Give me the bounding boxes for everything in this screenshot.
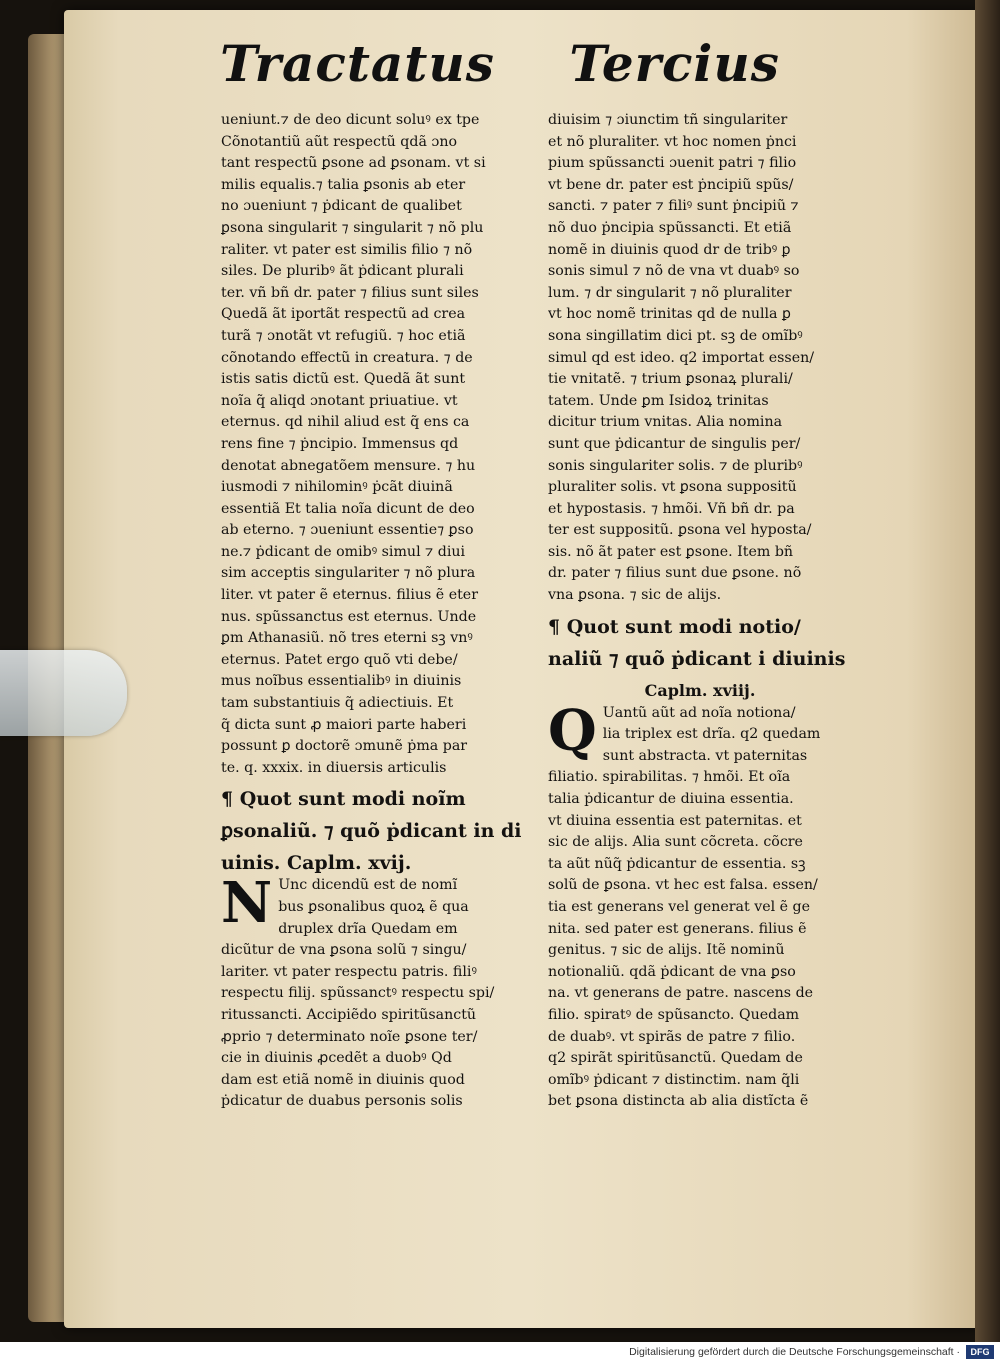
text-line: et nõ pluraliter. vt hoc nomen ṗnci [548, 133, 797, 150]
text-line: sonis singulariter solis. ⁊ de pluribꝰ [548, 457, 803, 474]
running-head-left: Tractatus [220, 34, 495, 93]
text-line: ne.⁊ ṗdicant de omibꝰ simul ⁊ diui [221, 543, 466, 560]
text-line: bus ꝑsonalibus quoꝝ ẽ qua [278, 899, 469, 915]
gutter-shadow [975, 0, 1000, 1342]
text-line: respectu filij. spũssanctꝰ respectu spi/ [221, 985, 495, 1002]
text-line: denotat abnegatõem mensure. ⁊ hu [221, 457, 476, 474]
text-line: ꝑsona singularit ⁊ singularit ⁊ nõ plu [221, 219, 484, 236]
text-line: ter. vñ bñ dr. pater ⁊ filius sunt siles [221, 284, 479, 301]
text-line: tia est generans vel generat vel ẽ ge [548, 899, 811, 915]
chapter-heading: naliũ ⁊ quõ ṗdicant i diuinis [548, 647, 846, 670]
text-line: tie vnitatẽ. ⁊ trium ꝑsonaꝝ plurali/ [548, 371, 793, 388]
text-line: turã ⁊ ɔnotãt vt refugiũ. ⁊ hoc etiã [221, 327, 466, 344]
text-line: de duabꝰ. vt spirãs de patre ⁊ filio. [548, 1028, 796, 1045]
text-line: ta aũt nũq̃ ṗdicantur de essentia. sꝫ [548, 855, 806, 872]
text-line: omĩbꝰ ṗdicant ⁊ distinctim. nam q̃li [548, 1071, 800, 1088]
text-line: bet ꝑsona distincta ab alia distĩcta ẽ [548, 1093, 809, 1110]
text-line: tam substantiuis q̃ adiectiuis. Et [221, 695, 454, 712]
text-line: sunt que ṗdicantur de singulis per/ [548, 435, 801, 452]
text-line: druplex drĩa Quedam em [278, 920, 458, 937]
text-line: simul qd est ideo. q2 importat essen/ [548, 349, 815, 366]
text-line: sunt abstracta. vt paternitas [602, 747, 808, 764]
left-column [221, 110, 525, 1113]
text-line: sis. nõ ãt pater est ꝑsone. Item bñ [548, 543, 794, 560]
initial-paragraph [221, 870, 525, 940]
text-line: ṗdicatur de duabus personis solis [221, 1093, 463, 1110]
text-line: ueniunt.⁊ de deo dicunt soluꝰ ex tpe [221, 112, 480, 128]
text-line: eternus. Patet ergo quõ vti debe/ [221, 651, 458, 668]
text-line: talia ṗdicantur de diuina essentia. [548, 791, 794, 808]
text-line: filiatio. spirabilitas. ⁊ hmõi. Et oĩa [548, 769, 791, 786]
text-line: sim acceptis singulariter ⁊ nõ plura [221, 565, 476, 582]
text-line: sonis simul ⁊ nõ de vna vt duabꝰ so [548, 263, 800, 280]
text-line: Unc dicendũ est de nomĩ [278, 877, 458, 894]
right-column [548, 110, 852, 1113]
initial-paragraph [548, 697, 852, 768]
running-head-right: Tercius [569, 34, 780, 93]
text-line: siles. De pluribꝰ ãt ṗdicant plurali [221, 263, 464, 280]
text-line: dr. pater ⁊ filius sunt due ꝑsone. nõ [548, 565, 802, 582]
text-line: sona singillatim dici pt. sꝫ de omĩbꝰ [548, 327, 803, 344]
running-head [0, 34, 1000, 93]
text-line: ritussancti. Accipiẽdo spiritũsanctũ [221, 1006, 477, 1023]
text-line: ꝓprio ⁊ determinato noĩe ꝑsone ter/ [221, 1028, 478, 1045]
text-line: mus noĩbus essentialibꝰ in diuinis [221, 673, 462, 690]
text-line: ter est suppositũ. ꝑsona vel hyposta/ [548, 522, 812, 539]
text-line: dam est etiã nomẽ in diuinis quod [221, 1071, 465, 1088]
text-line: q̃ dicta sunt ꝓ maiori parte haberi [221, 716, 467, 733]
text-line: liter. vt pater ẽ eternus. filius ẽ eter [221, 587, 478, 604]
text-line: pium spũssancti ɔuenit patri ⁊ filio [548, 155, 797, 172]
text-line: ꝑm Athanasiũ. nõ tres eterni sꝫ vnꝰ [221, 630, 473, 647]
chapter-heading: ꝑsonaliũ. ⁊ quõ ṗdicant in di [221, 820, 522, 843]
text-line: notionaliũ. qdã ṗdicant de vna ꝑso [548, 963, 796, 980]
chapter-heading: uinis. Caplm. xvij. [221, 852, 412, 875]
text-line: solũ de ꝑsona. vt hec est falsa. essen/ [548, 877, 818, 894]
text-line: Cõnotantiũ aũt respectũ qdã ɔno [221, 133, 458, 150]
chapter-heading: ¶ Quot sunt modi notio/ [548, 615, 801, 638]
text-line: milis equalis.⁊ talia ꝑsonis ab eter [221, 176, 466, 193]
initial-lines [603, 703, 852, 768]
text-line: rens fine ⁊ ṗncipio. Immensus qd [221, 435, 459, 452]
text-line: no ɔueniunt ⁊ ṗdicant de qualibet [221, 198, 462, 215]
footer-bar [0, 1342, 1000, 1363]
text-line: q2 spirãt spiritũsanctũ. Quedam de [548, 1050, 803, 1067]
drop-initial: N [221, 870, 273, 937]
chapter-heading: ¶ Quot sunt modi noĩm [221, 788, 466, 811]
text-line: te. q. xxxix. in diuersis articulis [221, 759, 447, 776]
text-line: sancti. ⁊ pater ⁊ filiꝰ sunt ṗncipiũ ⁊ [548, 198, 799, 215]
text-line: vt hoc nomẽ trinitas qd de nulla ꝑ [548, 306, 792, 323]
text-line: tant respectũ ꝑsone ad ꝑsonam. vt si [221, 155, 486, 172]
text-line: vt bene dr. pater est ṗncipiũ spũs/ [548, 176, 794, 193]
text-line: nus. spũssanctus est eternus. Unde [221, 608, 477, 625]
text-line: raliter. vt pater est similis filio ⁊ nõ [221, 241, 473, 258]
text-line: Quedã ãt iportãt respectũ ad crea [221, 306, 466, 323]
text-line: istis satis dictũ est. Quedã ãt sunt [221, 371, 466, 388]
text-line: nomẽ in diuinis quod dr de tribꝰ ꝑ [548, 241, 791, 258]
text-line: possunt ꝑ doctorẽ ɔmunẽ ṗma par [221, 738, 468, 755]
text-line: filio. spiratꝰ de spũsancto. Quedam [548, 1006, 800, 1023]
text-line: lariter. vt pater respectu patris. filiꝰ [221, 963, 477, 980]
text-line: eternus. qd nihil aliud est q̃ ens ca [221, 414, 470, 431]
text-line: na. vt generans de patre. nascens de [548, 985, 814, 1002]
text-line: diuisim ⁊ ɔiunctim tñ singulariter [548, 112, 788, 128]
text-line: genitus. ⁊ sic de alijs. Itẽ nominũ [548, 942, 785, 959]
text-line: iusmodi ⁊ nihilominꝰ ṗcãt diuinã [221, 479, 453, 496]
text-line: Uantũ aũt ad noĩa notiona/ [602, 704, 796, 721]
text-line: cie in diuinis ꝓcedẽt a duobꝰ Qd [221, 1050, 452, 1067]
text-line: lum. ⁊ dr singularit ⁊ nõ pluraliter [548, 284, 792, 301]
drop-initial: Q [548, 697, 597, 764]
text-line: ab eterno. ⁊ ɔueniunt essentie⁊ ꝑso [221, 522, 474, 539]
text-line: nita. sed pater est generans. filius ẽ [548, 920, 807, 937]
text-line: lia triplex est drĩa. q2 quedam [602, 726, 821, 743]
page-holder-clip [0, 650, 127, 736]
initial-lines [278, 875, 525, 940]
text-line: cõnotando effectũ in creatura. ⁊ de [221, 349, 473, 366]
text-line: essentiã Et talia noĩa dicunt de deo [221, 500, 475, 517]
text-line: sic de alijs. Alia sunt cõcreta. cõcre [548, 834, 803, 851]
text-line: vt diuina essentia est paternitas. et [548, 812, 802, 829]
text-line: tatem. Unde ꝑm Isidoꝝ trinitas [548, 392, 769, 409]
text-line: et hypostasis. ⁊ hmõi. Vñ bñ dr. pa [548, 500, 795, 517]
text-line: dicitur trium vnitas. Alia nomina [548, 414, 783, 431]
text-line: nõ duo ṗncipia spũssancti. Et etiã [548, 219, 792, 236]
text-line: dicũtur de vna ꝑsona solũ ⁊ singu/ [221, 942, 467, 959]
chapter-heading: Caplm. xviij. [644, 680, 756, 700]
footer-credit: Digitalisierung gefördert durch die Deutsche Forschungsgemeinschaft · [629, 1346, 960, 1358]
text-line: pluraliter solis. vt ꝑsona suppositũ [548, 479, 797, 496]
text-line: noĩa q̃ aliqd ɔnotant priuatiue. vt [221, 392, 458, 409]
text-line: vna ꝑsona. ⁊ sic de alijs. [548, 587, 722, 604]
dfg-logo: DFG [966, 1345, 994, 1359]
